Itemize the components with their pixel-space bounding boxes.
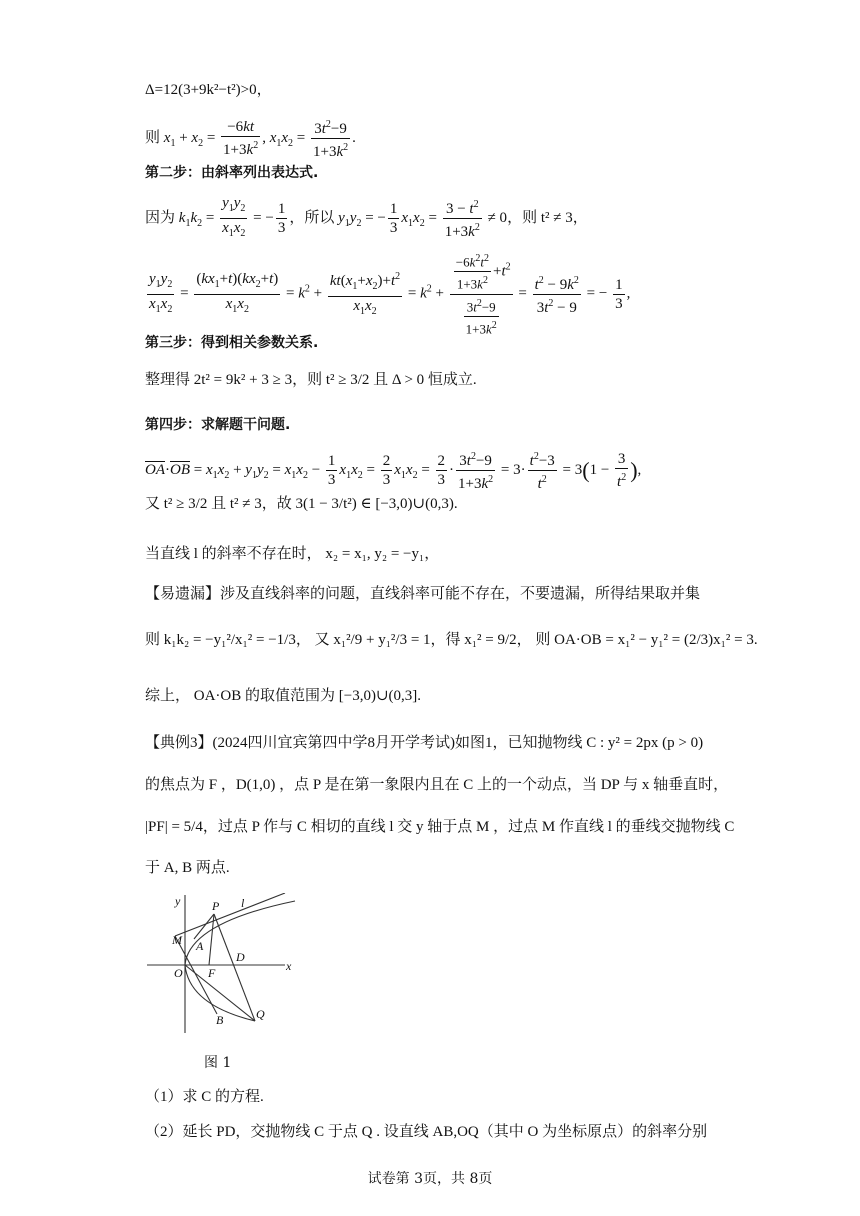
label-l: l [241, 896, 245, 910]
label-F: F [208, 966, 216, 980]
figure-caption: 图 1 [204, 1055, 232, 1071]
tangent-line-l [175, 893, 285, 936]
range-line: 又 t² ≥ 3/2 且 t² ≠ 3，故 3(1 − 3/t²) ∈ [−3,0)∪(0,3). [145, 496, 458, 512]
parabola-figure [145, 893, 305, 1043]
question-1: （1）求 C 的方程. [145, 1089, 264, 1105]
vertical-slope-case: 当直线 l 的斜率不存在时， x₂ = x₁, y₂ = −y₁， [145, 546, 440, 562]
example3-line1: 【典例3】(2024四川宜宾第四中学8月开学考试)如图1，已知抛物线 C : y² = 2px (p > 0) [145, 735, 704, 751]
vieta-formulas: 则 $x_1 + x_2$ = $\frac{-6kt}{1+3k^2}$ , $x_1x_2$ = $\frac{3t^2-9}{1+3k^2}$ . [145, 116, 356, 161]
label-O: O [174, 966, 183, 980]
label-Q: Q [256, 1007, 265, 1021]
ratio-derivation: $\frac{y_1y_2}{x_1x_2}$ = $\frac{(kx_1+t)(kx_2+t)}{x_1x_2}$ = $k^2$ + $\frac{kt(x_1+x_2)+t^2}{x_1x_2}$ = $k^2$ + $\frac{-6k^2t^2}{1+3k^2}$ $+t^2$ $\frac{3t^2-9}{1+3k^2}$ = $\frac{t^2 - 9k^2}{3t^2 - 9}$ = − $\frac{1}{3}$ , [145, 250, 630, 338]
example3-line3: |PF| = 5/4，过点 P 作与 C 相切的直线 l 交 y 轴于点 M ，过点 M 作直线 l 的垂线交抛物线 C [145, 819, 735, 835]
step2-heading: 第二步：由斜率列出表达式. [145, 165, 319, 181]
vertical-case-calc: 则 k₁k₂ = −y₁²/x₁² = −1/3， 又 x₁²/9 + y₁²/3 = 1，得 x₁² = 9/2， 则 OA·OB = x₁² − y₁² = (2/3)x₁² = 3. [145, 632, 758, 648]
page-footer: 试卷第 3页，共 8页 [367, 1171, 493, 1187]
step4-heading: 第四步：求解题干问题. [145, 417, 291, 433]
example3-line2: 的焦点为 F ，D(1,0) ，点 P 是在第一象限内且在 C 上的一个动点，当 DP 与 x 轴垂直时， [145, 777, 729, 793]
label-P: P [212, 899, 220, 913]
delta-inequality: Δ=12(3+9k²−t²)>0， [145, 82, 272, 98]
conclusion-line: 综上， OA·OB 的取值范围为 [−3,0)∪(0,3]. [145, 688, 422, 704]
easy-miss-note: 【易遗漏】涉及直线斜率的问题，直线斜率可能不存在，不要遗漏，所得结果取并集 [145, 586, 701, 602]
label-M: M [172, 933, 182, 947]
label-A: A [196, 939, 204, 953]
slope-product-line: 因为 $k_1k_2$ = $\frac{y_1y_2}{x_1x_2}$ = − $\frac{1}{3}$ ，所以 $y_1y_2$ = − $\frac{1}{3}$ $x_1x_2$ = $\frac{3 - t^2}{1+3k^2}$ ≠ 0，则 t² ≠ 3， [145, 195, 588, 240]
label-x: x [286, 959, 292, 973]
step3-heading: 第三步：得到相关参数关系. [145, 335, 319, 351]
label-B: B [216, 1013, 224, 1027]
label-D: D [236, 950, 245, 964]
dot-product-derivation: $\overline{OA}\cdot\overline{OB} = x_1x_2 + y_1y_2 = x_1x_2$ − $\frac{1}{3}$ $x_1x_2$ = $\frac{2}{3}$ $x_1x_2$ = $\frac{2}{3}$ · $\frac{3t^2-9}{1+3k^2}$ = 3· $\frac{t^2-3}{t^2}$ = 3(1 − $\frac{3}{t^2}$ ), [145, 448, 641, 493]
question-2: （2）延长 PD，交抛物线 C 于点 Q . 设直线 AB,OQ（其中 O 为坐标原点）的斜率分别 [145, 1124, 708, 1140]
example3-line4: 于 A, B 两点. [145, 860, 230, 876]
label-y: y [175, 894, 181, 908]
simplify-line: 整理得 2t² = 9k² + 3 ≥ 3，则 t² ≥ 3/2 且 Δ > 0 恒成立. [145, 372, 477, 388]
